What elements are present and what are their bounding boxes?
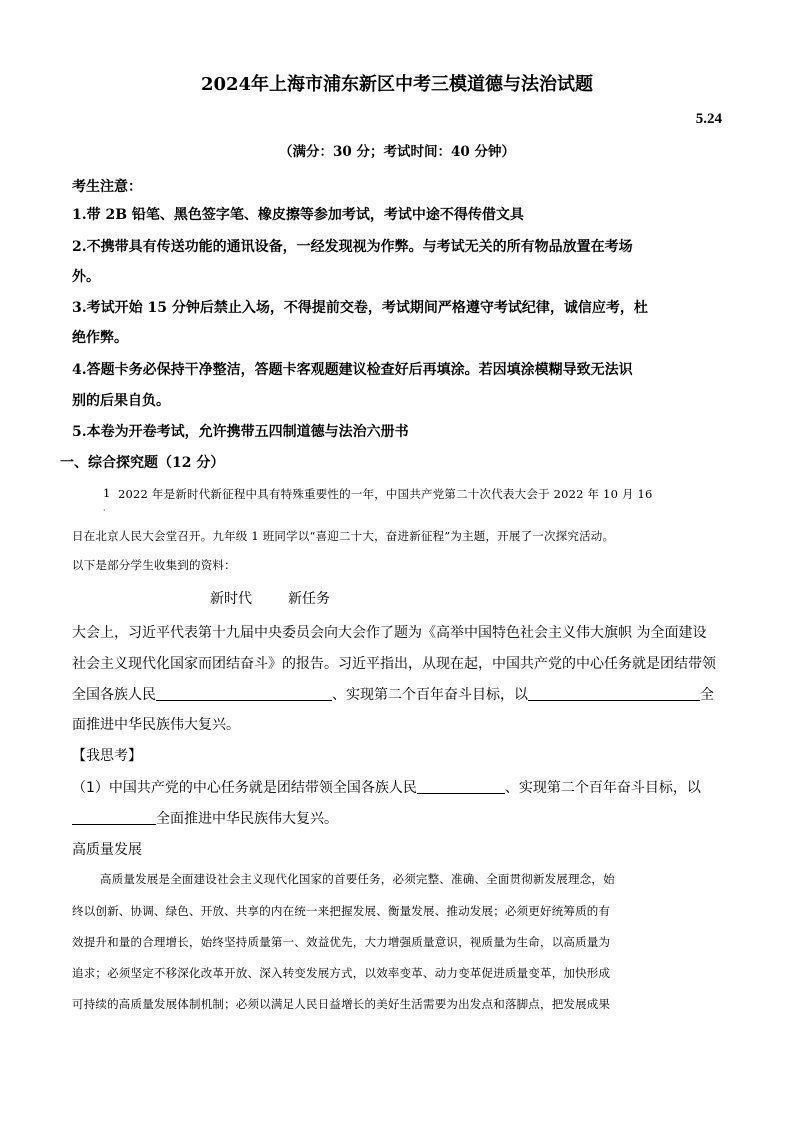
answer-blank-4[interactable] [72,810,156,825]
notice-heading: 考生注意： [72,179,142,195]
passage-3-line-2: 终以创新、协调、绿色、开放、共享的内在统一来把握发展、衡量发展、推动发展；必须更好统筹质的有 [72,904,611,918]
material-subtitle-a: 新时代 [210,591,252,607]
material-title-high-quality: 高质量发展 [72,842,142,858]
notice-item-3-line-1: 3.考试开始 15 分钟后禁止入场，不得提前交卷，考试期间严格遵守考试纪律，诚信应考，杜 [72,300,648,316]
notice-item-1: 1.带 2B 铅笔、黑色签字笔、橡皮擦等参加考试，考试中途不得传借文具 [72,207,524,223]
notice-item-2-line-2: 外。 [72,269,100,285]
passage-2-line-4: 面推进中华民族伟大复兴。 [72,717,240,733]
question-number: 1 [103,486,111,500]
passage-3-line-5: 可持续的高质量发展体制机制；必须以满足人民日益增长的美好生活需要为出发点和落脚点，把发展成果 [72,997,611,1011]
question-1-text-a: （1）中国共产党的中心任务就是团结带领全国各族人民 [72,780,417,796]
answer-blank-2[interactable] [528,686,700,701]
passage-3-line-1: 高质量发展是全面建设社会主义现代化国家的首要任务，必须完整、准确、全面贯彻新发展理念，始 [100,872,615,886]
notice-item-4-line-1: 4.答题卡务必保持干净整洁，答题卡客观题建议检查好后再填涂。若因填涂模糊导致无法识 [72,362,633,378]
section-heading: 一、综合探究题（12 分） [60,455,225,471]
think-heading: 【我思考】 [72,748,142,764]
notice-item-2-line-1: 2.不携带具有传送功能的通讯设备，一经发现视为作弊。与考试无关的所有物品放置在考场 [72,239,633,255]
passage-2-line-1: 大会上，习近平代表第十九届中央委员会向大会作了题为《高举中国特色社会主义伟大旗帜 为全面建设 [72,625,707,641]
notice-item-4-line-2: 别的后果自负。 [72,393,170,409]
question-1-text-c: 全面推进中华民族伟大复兴。 [156,811,338,827]
answer-blank-1[interactable] [156,686,332,701]
passage-1-line-3: 以下是部分学生收集到的资料： [72,558,236,572]
notice-item-5: 5.本卷为开卷考试，允许携带五四制道德与法治六册书 [72,424,409,440]
notice-item-3-line-2: 绝作弊。 [72,330,128,346]
question-1-line-2 [72,808,338,828]
exam-date: 5.24 [695,111,722,127]
passage-1-line-2: 日在北京人民大会堂召开。九年级 1 班同学以“喜迎二十大，奋进新征程”为主题，开展了一次探究活动。 [72,529,615,543]
passage-3-line-4: 追求；必须坚定不移深化改革开放、深入转变发展方式，以效率变革、动力变革促进质量变革，加快形成 [72,966,611,980]
passage-2-line-3-text-c: 全 [700,687,714,703]
question-1-line-1 [72,777,701,797]
exam-subtitle: （满分：30 分；考试时间：40 分钟） [279,144,515,160]
passage-1-line-1: 2022 年是新时代新征程中具有特殊重要性的一年，中国共产党第二十次代表大会于 2022 年 10 月 16 [118,487,653,501]
passage-3-line-3: 效提升和量的合理增长，始终坚持质量第一、效益优先，大力增强质量意识，视质量为生命，以高质量为 [72,935,611,949]
passage-2-line-2: 社会主义现代化国家而团结奋斗》的报告。习近平指出，从现在起，中国共产党的中心任务就是团结带领 [72,656,716,672]
passage-2-line-3 [72,684,714,704]
page-title: 2024年上海市浦东新区中考三模道德与法治试题 [200,74,594,95]
question-1-text-b: 、实现第二个百年奋斗目标，以 [504,780,701,796]
question-number-dot-icon: · [103,506,106,515]
material-subtitle-b: 新任务 [288,591,330,607]
answer-blank-3[interactable] [417,779,505,794]
passage-2-line-3-text-a: 全国各族人民 [72,687,156,703]
passage-2-line-3-text-b: 、实现第二个百年奋斗目标，以 [332,687,528,703]
